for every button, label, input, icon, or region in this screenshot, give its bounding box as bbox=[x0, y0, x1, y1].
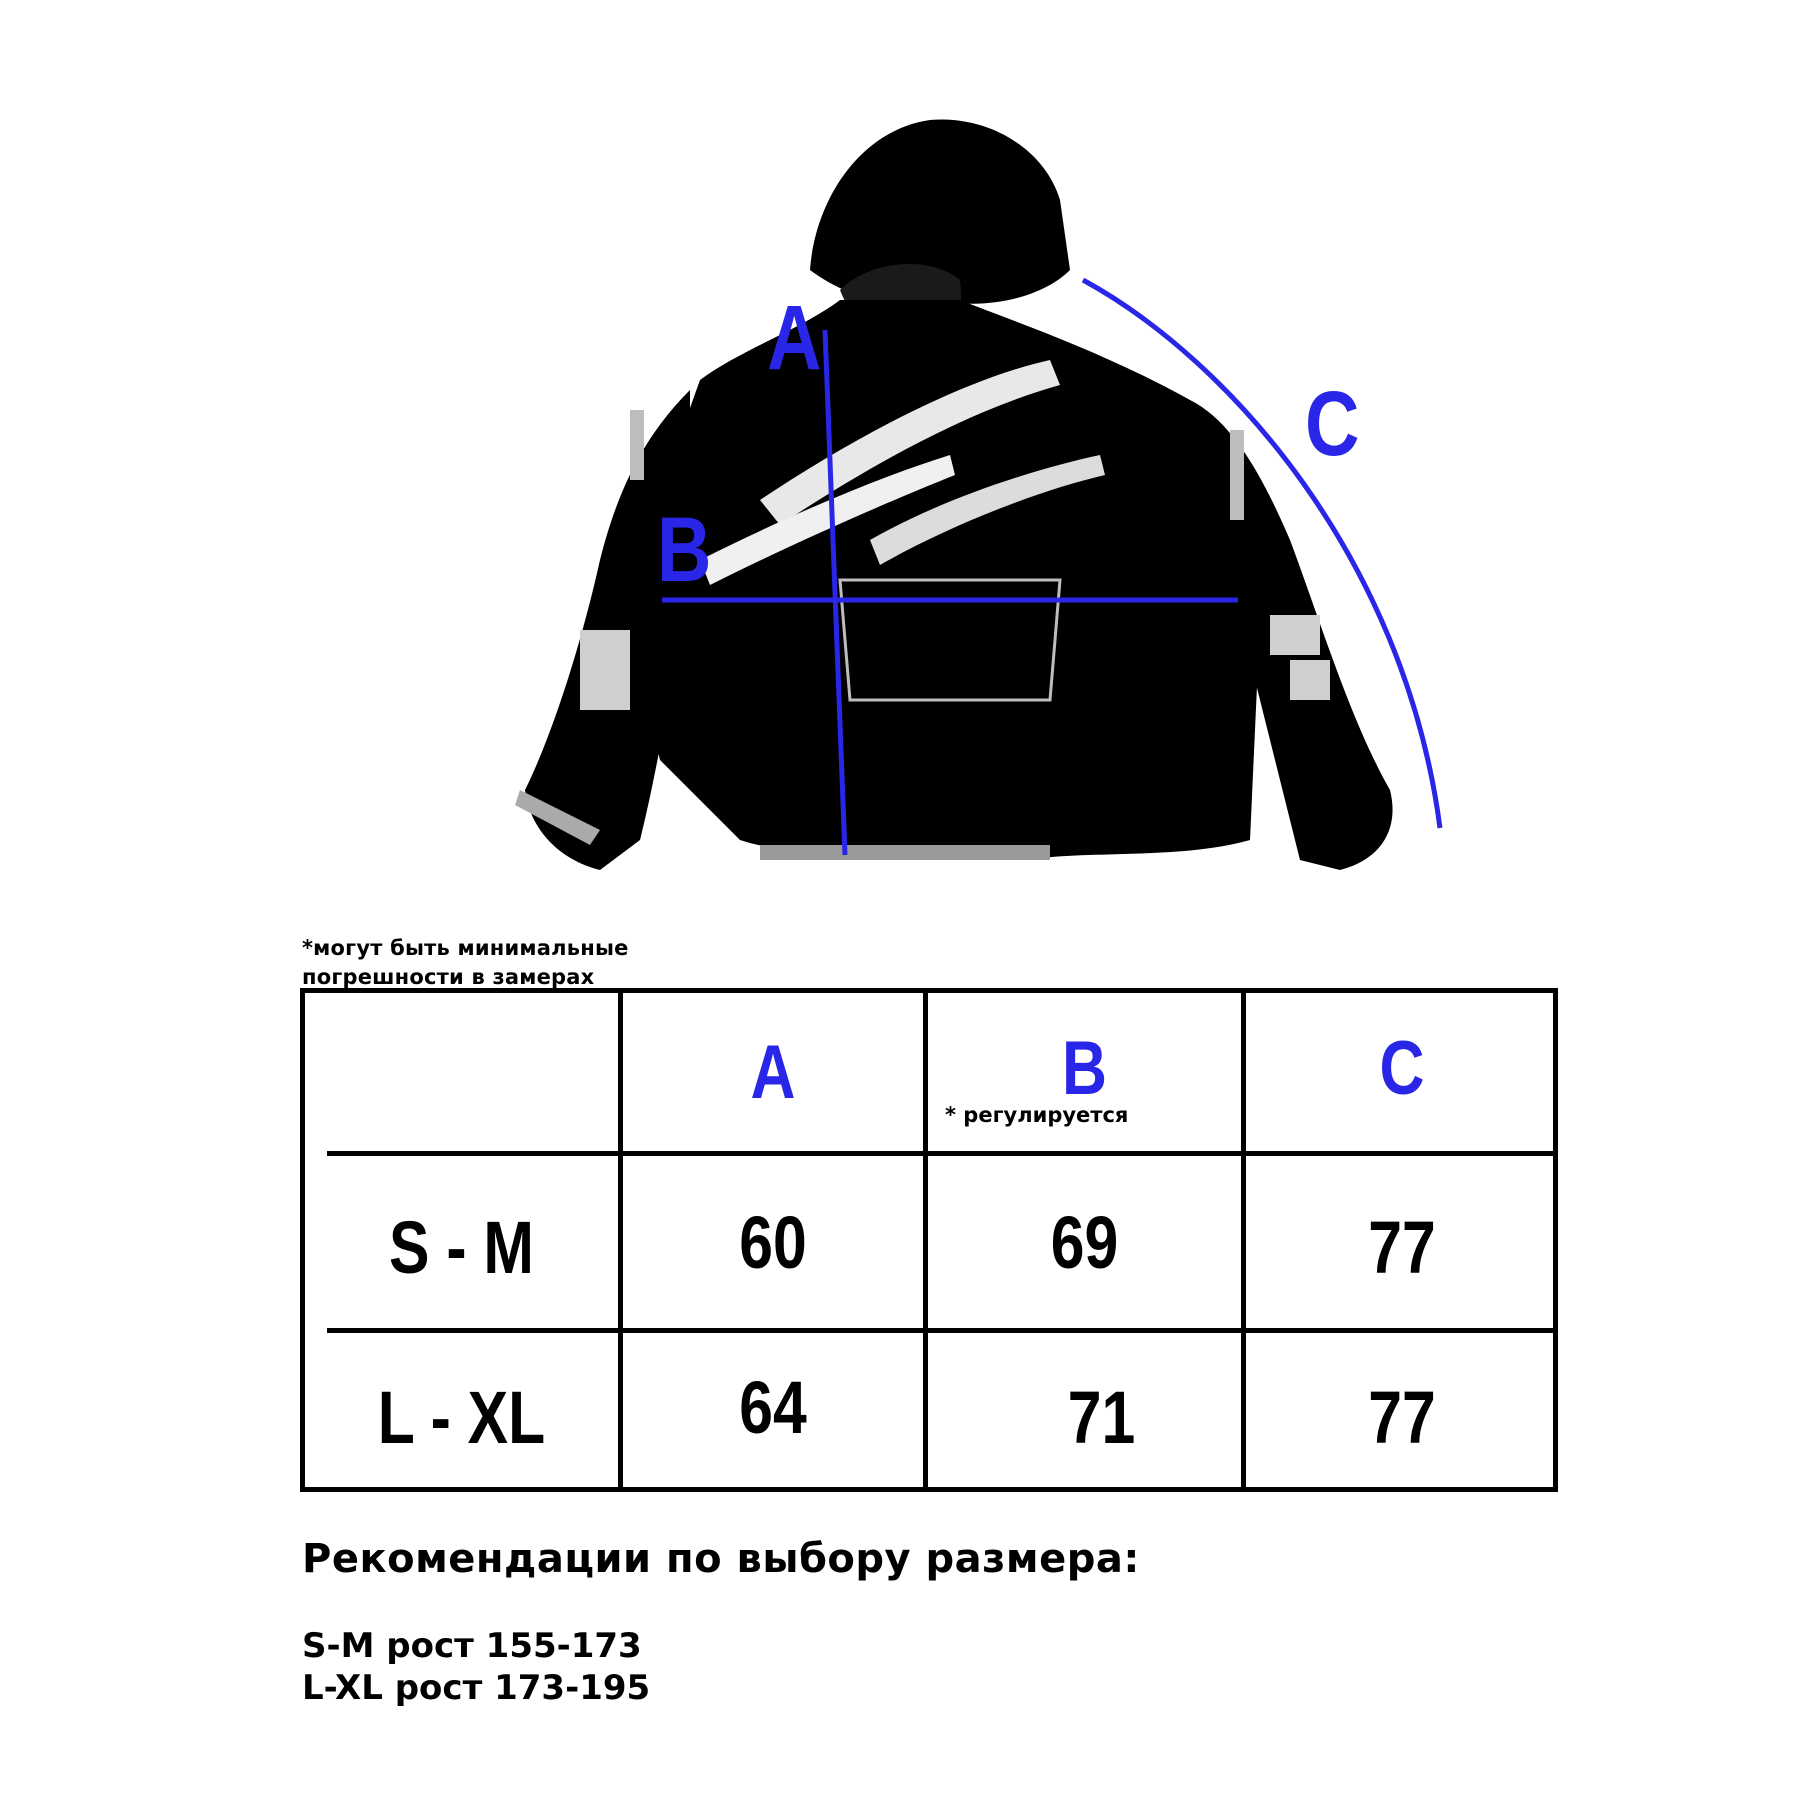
recommendations-title: Рекомендации по выбору размера: bbox=[302, 1536, 1140, 1582]
table-divider-col-2 bbox=[923, 993, 928, 1487]
table-row-1-c: 77 bbox=[1368, 1206, 1436, 1289]
table-row-2-c: 77 bbox=[1368, 1376, 1436, 1459]
size-table bbox=[300, 988, 1558, 1492]
table-divider-row-1 bbox=[327, 1151, 1553, 1156]
table-header-a: A bbox=[750, 1030, 796, 1115]
recommendation-line-1: S-M рост 155-173 bbox=[302, 1626, 642, 1666]
table-row-1-b: 69 bbox=[1050, 1201, 1119, 1284]
table-row-1-a: 60 bbox=[739, 1201, 807, 1284]
measurement-note bbox=[302, 934, 629, 992]
table-header-b-subnote: * регулируется bbox=[945, 1103, 1129, 1127]
note-line-2: погрешности в замерах bbox=[302, 965, 595, 989]
figure-label-a: A bbox=[767, 287, 822, 389]
table-divider-col-3 bbox=[1241, 993, 1246, 1487]
table-row-2-a: 64 bbox=[739, 1366, 807, 1449]
figure-label-c: C bbox=[1305, 373, 1360, 475]
table-divider-row-2 bbox=[327, 1328, 1553, 1333]
table-divider-col-1 bbox=[618, 993, 623, 1487]
hoodie-silhouette bbox=[515, 120, 1393, 870]
table-header-c: C bbox=[1379, 1026, 1425, 1111]
table-row-2-size: L - XL bbox=[377, 1376, 546, 1459]
table-row-1-size: S - M bbox=[389, 1206, 534, 1289]
figure-label-b: B bbox=[657, 499, 712, 601]
table-header-b: B bbox=[1061, 1026, 1107, 1111]
table-row-2-b: 71 bbox=[1067, 1376, 1136, 1459]
recommendation-line-2: L-XL рост 173-195 bbox=[302, 1668, 651, 1708]
note-line-1: *могут быть минимальные bbox=[302, 936, 629, 960]
